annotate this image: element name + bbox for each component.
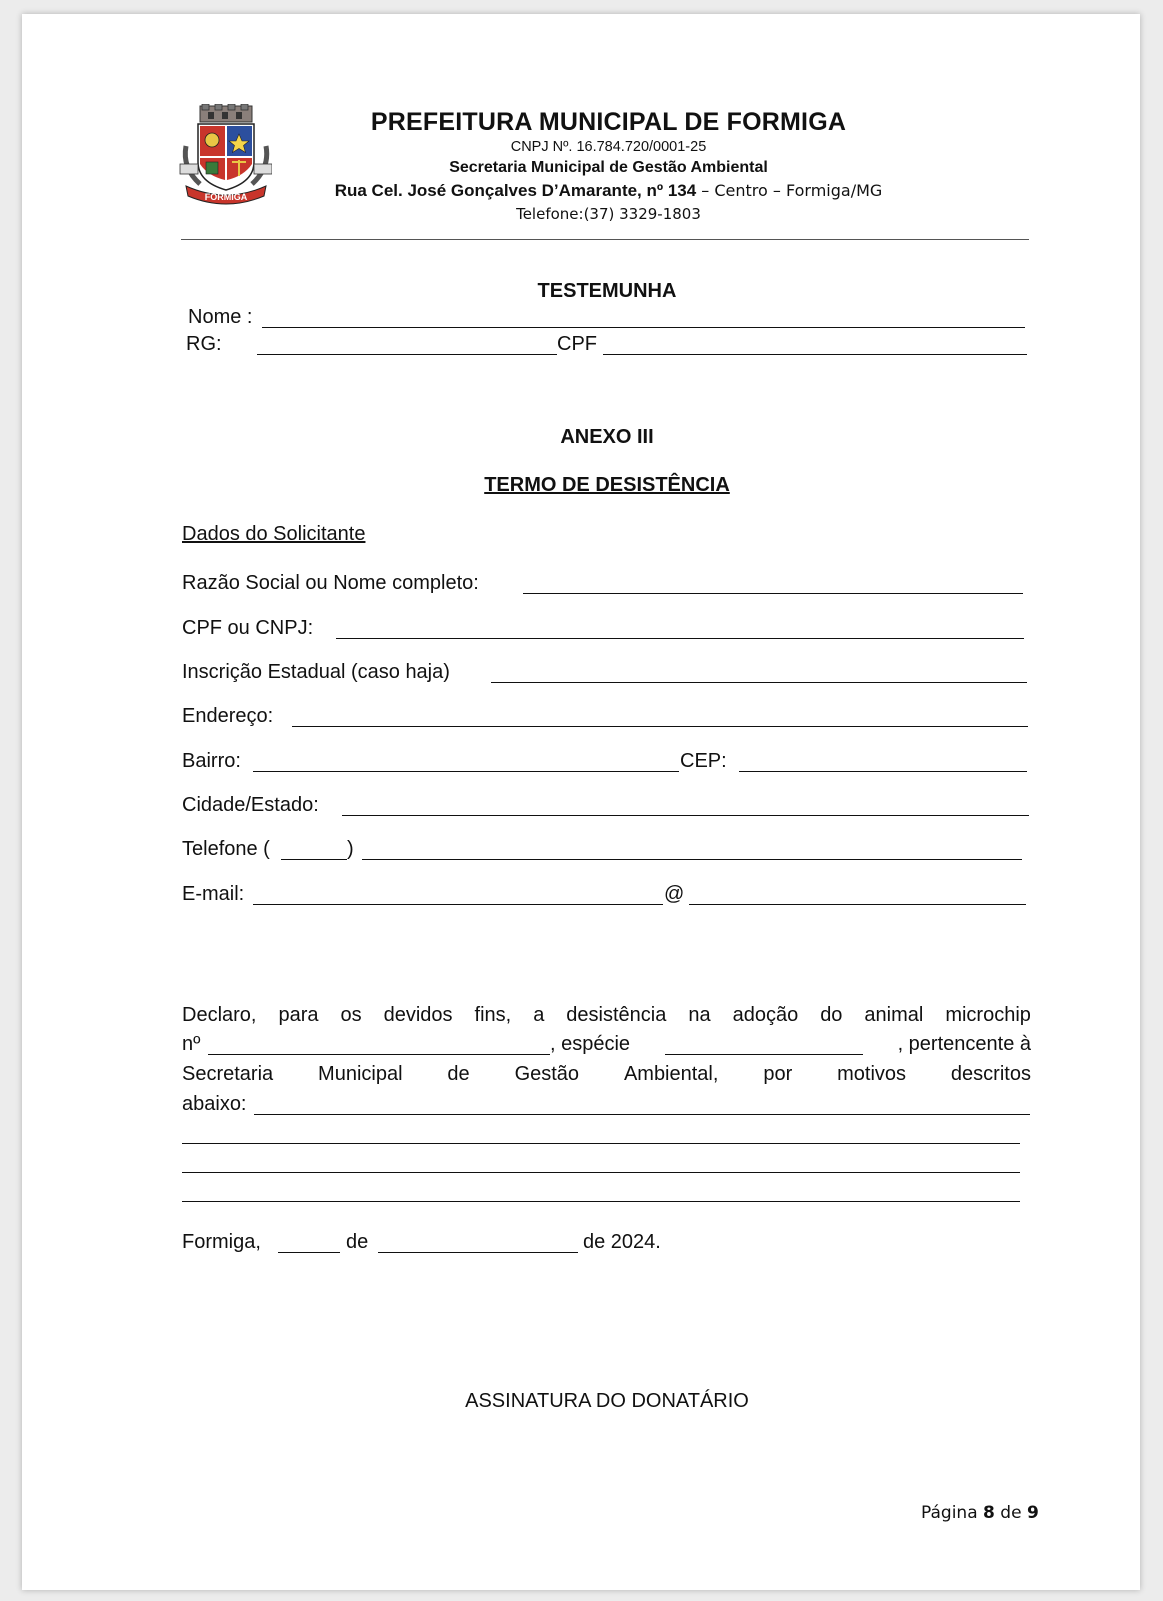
reason-line-4[interactable] [182, 1201, 1020, 1202]
declaration-word: a [533, 1004, 545, 1026]
address-street: Rua Cel. José Gonçalves D’Amarante, nº 134 [334, 181, 697, 200]
header-secretaria: Secretaria Municipal de Gestão Ambiental [449, 159, 768, 176]
declaration-line-3 [182, 1062, 1031, 1086]
header-divider [181, 239, 1029, 240]
cidade-estado-label: Cidade/Estado: [182, 794, 319, 816]
svg-text:FORMIGA: FORMIGA [204, 192, 248, 202]
cep-label: CEP: [680, 750, 727, 772]
declaration-word: devidos [383, 1004, 453, 1026]
reason-line-1[interactable] [254, 1114, 1030, 1115]
declaration-word: para [278, 1004, 319, 1026]
declaration-pertencente: , pertencente à [897, 1033, 1031, 1055]
telefone-line[interactable] [362, 859, 1022, 860]
cidade-estado-line[interactable] [342, 815, 1029, 816]
page-current: 8 [983, 1503, 995, 1523]
witness-rg-line[interactable] [257, 354, 557, 355]
cep-line[interactable] [739, 771, 1027, 772]
endereco-label: Endereço: [182, 705, 274, 727]
witness-title: TESTEMUNHA [537, 280, 677, 302]
reason-line-2[interactable] [182, 1143, 1020, 1144]
email-label: E-mail: [182, 883, 245, 905]
witness-cpf-label: CPF [557, 333, 597, 355]
witness-cpf-line[interactable] [603, 354, 1027, 355]
declaration-word: motivos [837, 1063, 907, 1085]
telefone-ddd-line[interactable] [281, 859, 347, 860]
declaration-word: os [340, 1004, 362, 1026]
declaration-word: Secretaria [182, 1063, 274, 1085]
declaration-especie-label: , espécie [550, 1033, 631, 1055]
declaration-word: adoção [732, 1004, 799, 1026]
email-user-line[interactable] [253, 904, 663, 905]
reason-line-3[interactable] [182, 1172, 1020, 1173]
header-phone: Telefone:(37) 3329-1803 [516, 205, 701, 223]
header-address [270, 181, 947, 201]
date-day-line[interactable] [278, 1252, 340, 1253]
bairro-label: Bairro: [182, 750, 241, 772]
telefone-label: Telefone ( [182, 838, 270, 860]
declaration-word: animal [864, 1004, 924, 1026]
inscricao-line[interactable] [491, 682, 1027, 683]
declaration-word: do [820, 1004, 843, 1026]
declaration-word: de [447, 1063, 470, 1085]
date-city-label: Formiga, [182, 1231, 261, 1253]
endereco-line[interactable] [292, 726, 1028, 727]
declaration-word: na [688, 1004, 711, 1026]
inscricao-label: Inscrição Estadual (caso haja) [182, 661, 450, 683]
declaration-word: desistência [566, 1004, 667, 1026]
declaration-word: por [763, 1063, 793, 1085]
section-dados-solicitante: Dados do Solicitante [182, 523, 366, 545]
annex-title: ANEXO III [560, 426, 654, 448]
declaration-word: fins, [474, 1004, 512, 1026]
page-of-word: de [1000, 1503, 1022, 1523]
formiga-coat-of-arms-logo [178, 104, 272, 208]
witness-name-label: Nome : [188, 306, 253, 328]
telefone-close-paren: ) [347, 838, 354, 860]
especie-line[interactable] [665, 1054, 863, 1055]
razao-social-label: Razão Social ou Nome completo: [182, 572, 479, 594]
header-title: PREFEITURA MUNICIPAL DE FORMIGA [370, 108, 847, 136]
page-word: Página [921, 1503, 978, 1523]
declaration-word: Ambiental, [623, 1063, 719, 1085]
date-month-line[interactable] [378, 1252, 578, 1253]
date-de-label: de [346, 1231, 369, 1253]
address-city: – Centro – Formiga/MG [696, 181, 883, 200]
declaration-word: microchip [945, 1004, 1031, 1026]
declaration-abaixo-label: abaixo: [182, 1093, 247, 1115]
declaration-word: Gestão [514, 1063, 580, 1085]
annex-subtitle: TERMO DE DESISTÊNCIA [484, 474, 730, 496]
microchip-number-line[interactable] [208, 1054, 550, 1055]
witness-rg-label: RG: [186, 333, 222, 355]
declaration-word: Municipal [318, 1063, 403, 1085]
cpf-cnpj-label: CPF ou CNPJ: [182, 617, 314, 639]
declaration-word: descritos [950, 1063, 1031, 1085]
bairro-line[interactable] [253, 771, 679, 772]
date-year-label: de 2024. [583, 1231, 661, 1253]
email-domain-line[interactable] [689, 904, 1026, 905]
witness-name-line[interactable] [262, 327, 1025, 328]
page-number [921, 1503, 1039, 1523]
razao-social-line[interactable] [523, 593, 1023, 594]
cpf-cnpj-line[interactable] [336, 638, 1024, 639]
declaration-line-1 [182, 1003, 1031, 1027]
declaration-word: Declaro, [182, 1004, 257, 1026]
declaration-microchip-prefix: nº [182, 1033, 201, 1055]
header-cnpj: CNPJ Nº. 16.784.720/0001-25 [510, 139, 707, 155]
email-at-sign: @ [664, 883, 685, 905]
page-total: 9 [1026, 1503, 1039, 1523]
signature-label: ASSINATURA DO DONATÁRIO [465, 1390, 749, 1412]
